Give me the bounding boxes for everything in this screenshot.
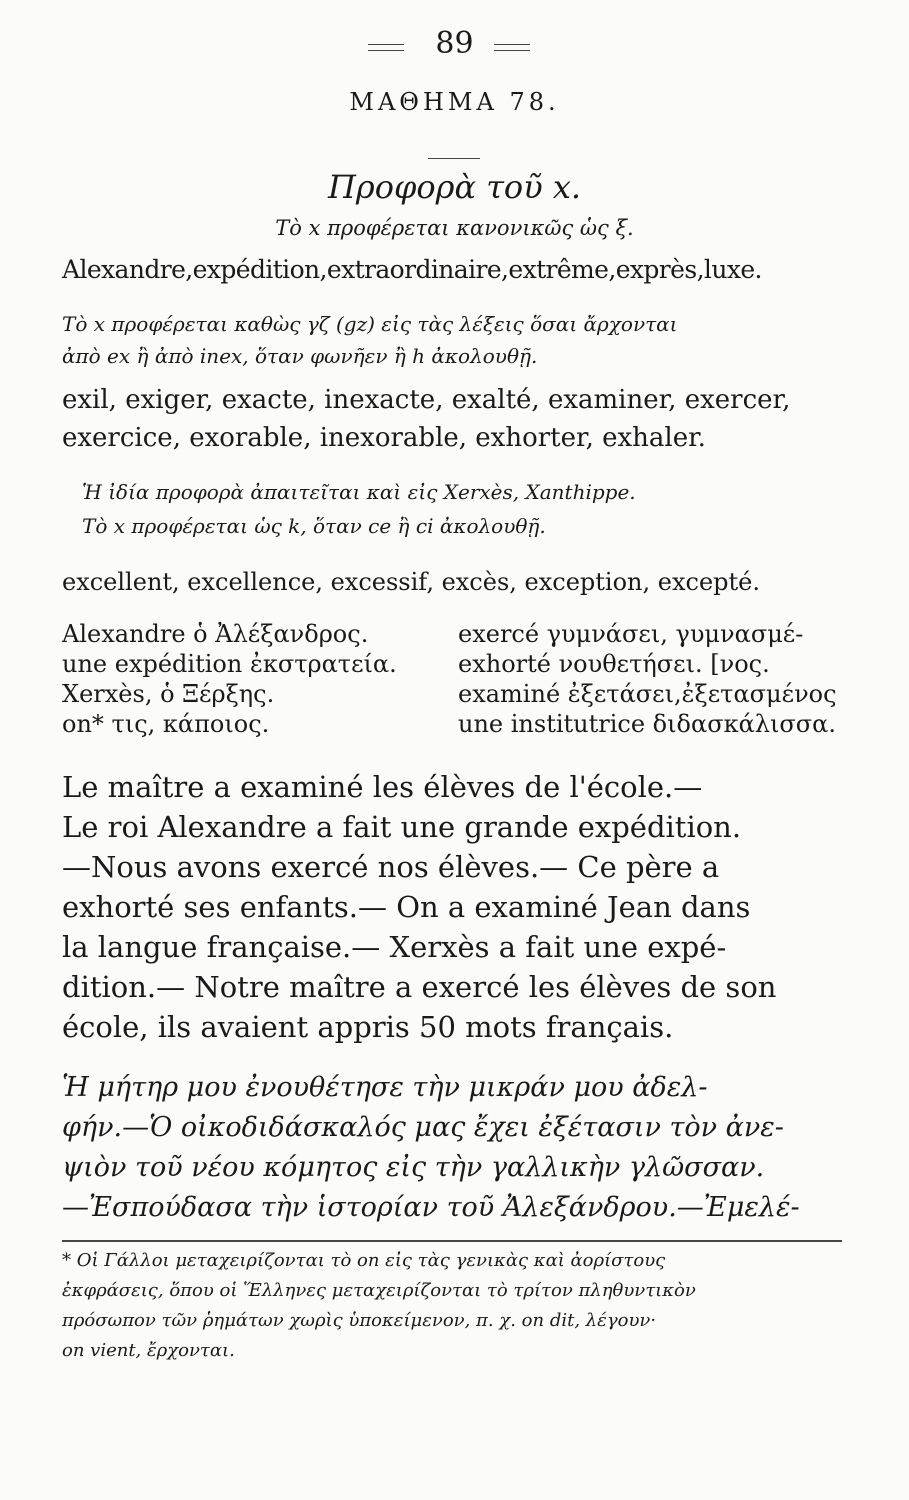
footnote-line-2: ἐκφράσεις, ὅπου οἱ Ἕλληνες μεταχειρίζονται τὸ τρίτον πληθυντικὸν [62,1280,696,1301]
french-exercise-line-4: exhorté ses enfants.— On a examiné Jean dans [62,890,751,924]
examples-2-line-2: exercice, exorable, inexorable, exhorter, exhaler. [62,423,706,453]
french-exercise-line-6: dition.— Notre maître a exercé les élèves de son [62,970,777,1004]
footnote-line-3: πρόσωπον τῶν ῥημάτων χωρὶς ὑποκείμενον, π. χ. on dit, λέγουν· [62,1310,657,1331]
vocab-left-3: Xerxès, ὁ Ξέρξης. [62,680,275,708]
greek-exercise-line-2: φήν.—Ὁ οἰκοδιδάσκαλός μας ἔχει ἐξέτασιν τὸν ἀνε- [62,1112,784,1143]
french-exercise-line-7: école, ils avaient appris 50 mots français. [62,1010,674,1044]
rule-1: Τὸ x προφέρεται κανονικῶς ὡς ξ. [275,216,634,240]
lesson-title: ΜΑΘΗΜΑ 78. [349,88,560,116]
rule-4: Τὸ x προφέρεται ὡς k, ὅταν ce ἢ ci ἀκολουθῇ. [82,514,546,538]
rule-2-line-2: ἀπὸ ex ἢ ἀπὸ inex, ὅταν φωνῆεν ἢ h ἀκολουθῇ. [62,344,538,368]
title-divider [428,158,480,159]
examples-3: excellent, excellence, excessif, excès, exception, excepté. [62,568,760,596]
examples-1: Alexandre,expédition,extraordinaire,extrême,exprès,luxe. [62,255,762,284]
french-exercise-line-2: Le roi Alexandre a fait une grande expédition. [62,810,742,844]
page-number-dash-right-top [494,44,530,45]
vocab-left-4: on* τις, κάποιος. [62,710,270,738]
greek-exercise-line-4: —Ἐσπούδασα τὴν ἱστορίαν τοῦ Ἀλεξάνδρου.—Ἐμελέ- [62,1192,800,1223]
rule-2-line-1: Τὸ x προφέρεται καθὼς γζ (gz) εἰς τὰς λέξεις ὅσαι ἄρχονται [62,312,678,336]
rule-3: Ἡ ἰδία προφορὰ ἀπαιτεῖται καὶ εἰς Xerxès, Xanthippe. [82,480,636,504]
vocab-right-3: examiné ἐξετάσει,ἐξετασμένος [458,680,837,708]
page-number: 89 [435,26,474,61]
vocab-left-1: Alexandre ὁ Ἀλέξανδρος. [62,620,369,648]
french-exercise-line-3: —Nous avons exercé nos élèves.— Ce père a [62,850,720,884]
footnote-line-4: on vient, ἔρχονται. [62,1340,235,1361]
examples-2-line-1: exil, exiger, exacte, inexacte, exalté, examiner, exercer, [62,385,791,415]
page-number-dash-right-bottom [494,50,530,51]
french-exercise-line-5: la langue française.— Xerxès a fait une expé- [62,930,727,964]
vocab-right-4: une institutrice διδασκάλισσα. [458,710,837,738]
footnote-line-1: * Οἱ Γάλλοι μεταχειρίζονται τὸ on εἰς τὰς γενικὰς καὶ ἀορίστους [62,1250,666,1271]
french-exercise-line-1: Le maître a examiné les élèves de l'école.— [62,770,703,804]
greek-exercise-line-1: Ἡ μήτηρ μου ἐνουθέτησε τὴν μικράν μου ἀδελ- [62,1072,708,1103]
vocab-left-2: une expédition ἐκστρατεία. [62,650,397,678]
section-title: Προφορὰ τοῦ x. [327,168,582,206]
greek-exercise-line-3: ψιὸν τοῦ νέου κόμητος εἰς τὴν γαλλικὴν γλῶσσαν. [62,1152,765,1183]
vocab-right-1: exercé γυμνάσει, γυμνασμέ- [458,620,804,648]
footnote-divider [62,1240,842,1242]
vocab-right-2: exhorté νουθετήσει. [νος. [458,650,770,678]
